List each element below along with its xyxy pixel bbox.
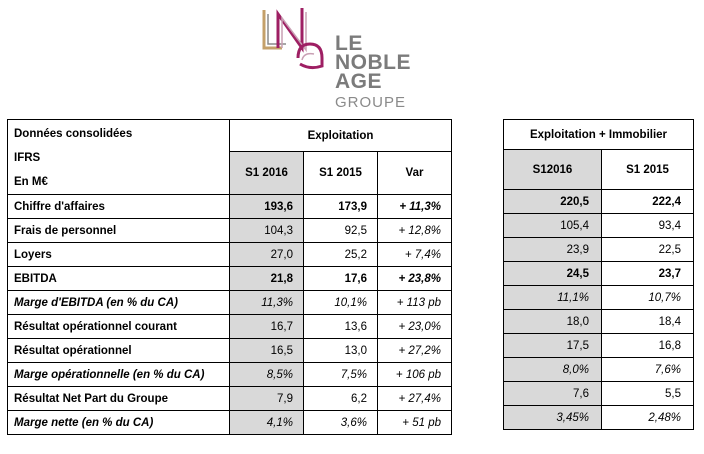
table-row [504, 286, 694, 310]
row-label: Chiffre d'affaires [8, 195, 230, 219]
logo-line-2: NOBLE [335, 51, 411, 74]
cell-s1-2015: 3,6% [304, 411, 378, 435]
cell-s1-2016: 104,3 [230, 219, 304, 243]
table-row [504, 358, 694, 382]
table-row [504, 190, 694, 214]
row-label: Marge d'EBITDA (en % du CA) [8, 291, 230, 315]
cell-var: + 23,0% [378, 315, 452, 339]
cell-s12016: 11,1% [504, 286, 602, 310]
table-row [8, 291, 452, 315]
cell-s1-2015-immo: 18,4 [602, 310, 694, 334]
cell-s1-2016: 21,8 [230, 267, 304, 291]
cell-s1-2015: 10,1% [304, 291, 378, 315]
table-row [504, 214, 694, 238]
header-line-3: En M€ [14, 176, 48, 188]
logo-line-4: GROUPE [335, 94, 407, 111]
exploitation-immobilier-table [503, 119, 694, 430]
cell-s12016: 220,5 [504, 190, 602, 214]
row-label: Marge nette (en % du CA) [8, 411, 230, 435]
col-s1-2016: S1 2016 [230, 152, 304, 195]
cell-s12016: 24,5 [504, 262, 602, 286]
cell-var: + 12,8% [378, 219, 452, 243]
cell-s1-2015: 92,5 [304, 219, 378, 243]
row-label: Résultat Net Part du Groupe [8, 387, 230, 411]
col-s1-2015: S1 2015 [304, 152, 378, 195]
exploitation-header: Exploitation [230, 120, 452, 152]
table-row [8, 195, 452, 219]
table-row [8, 267, 452, 291]
cell-s1-2016: 193,6 [230, 195, 304, 219]
col-s12016: S12016 [504, 150, 602, 190]
cell-s1-2015: 7,5% [304, 363, 378, 387]
cell-var: + 23,8% [378, 267, 452, 291]
cell-s12016: 17,5 [504, 334, 602, 358]
table-row [8, 243, 452, 267]
cell-var: + 51 pb [378, 411, 452, 435]
cell-s12016: 7,6 [504, 382, 602, 406]
row-label: Frais de personnel [8, 219, 230, 243]
cell-var: + 27,2% [378, 339, 452, 363]
cell-s1-2015-immo: 222,4 [602, 190, 694, 214]
logo-wordmark [335, 34, 411, 112]
row-label: EBITDA [8, 267, 230, 291]
cell-s1-2015-immo: 93,4 [602, 214, 694, 238]
table-row [504, 238, 694, 262]
row-label: Résultat opérationnel [8, 339, 230, 363]
exploitation-table [7, 119, 452, 435]
header-label-cell [8, 120, 230, 195]
logo-line-1: LE [335, 32, 363, 55]
cell-s1-2015-immo: 23,7 [602, 262, 694, 286]
cell-s1-2015: 13,0 [304, 339, 378, 363]
table-row [504, 406, 694, 430]
cell-s1-2016: 16,7 [230, 315, 304, 339]
cell-s1-2015-immo: 5,5 [602, 382, 694, 406]
table-row [504, 382, 694, 406]
cell-s12016: 105,4 [504, 214, 602, 238]
table-row [8, 411, 452, 435]
table-row [8, 339, 452, 363]
cell-s1-2016: 8,5% [230, 363, 304, 387]
cell-s1-2015-immo: 2,48% [602, 406, 694, 430]
row-label: Résultat opérationnel courant [8, 315, 230, 339]
cell-s1-2015-immo: 7,6% [602, 358, 694, 382]
table-row [504, 262, 694, 286]
cell-s1-2015-immo: 16,8 [602, 334, 694, 358]
cell-s1-2015-immo: 22,5 [602, 238, 694, 262]
cell-var: + 27,4% [378, 387, 452, 411]
row-label: Marge opérationnelle (en % du CA) [8, 363, 230, 387]
col-s1-2015-immo: S1 2015 [602, 150, 694, 190]
cell-s1-2015: 173,9 [304, 195, 378, 219]
logo-line-3: AGE [335, 70, 383, 93]
table-row [504, 310, 694, 334]
header-line-2: IFRS [14, 152, 41, 164]
table-row [8, 387, 452, 411]
exploitation-immobilier-header: Exploitation + Immobilier [504, 120, 694, 150]
table-row [8, 219, 452, 243]
cell-s1-2015: 13,6 [304, 315, 378, 339]
cell-var: + 7,4% [378, 243, 452, 267]
table-row [8, 315, 452, 339]
cell-s12016: 8,0% [504, 358, 602, 382]
cell-var: + 113 pb [378, 291, 452, 315]
cell-var: + 106 pb [378, 363, 452, 387]
cell-s1-2016: 27,0 [230, 243, 304, 267]
cell-s1-2015: 25,2 [304, 243, 378, 267]
cell-s12016: 18,0 [504, 310, 602, 334]
col-var: Var [378, 152, 452, 195]
cell-s12016: 3,45% [504, 406, 602, 430]
cell-s1-2016: 11,3% [230, 291, 304, 315]
cell-s1-2016: 7,9 [230, 387, 304, 411]
row-label: Loyers [8, 243, 230, 267]
cell-s1-2015: 6,2 [304, 387, 378, 411]
cell-s1-2015: 17,6 [304, 267, 378, 291]
cell-s1-2015-immo: 10,7% [602, 286, 694, 310]
table-row [504, 334, 694, 358]
cell-s12016: 23,9 [504, 238, 602, 262]
cell-var: + 11,3% [378, 195, 452, 219]
cell-s1-2016: 4,1% [230, 411, 304, 435]
header-line-1: Données consolidées [14, 128, 133, 140]
cell-s1-2016: 16,5 [230, 339, 304, 363]
table-row [8, 363, 452, 387]
